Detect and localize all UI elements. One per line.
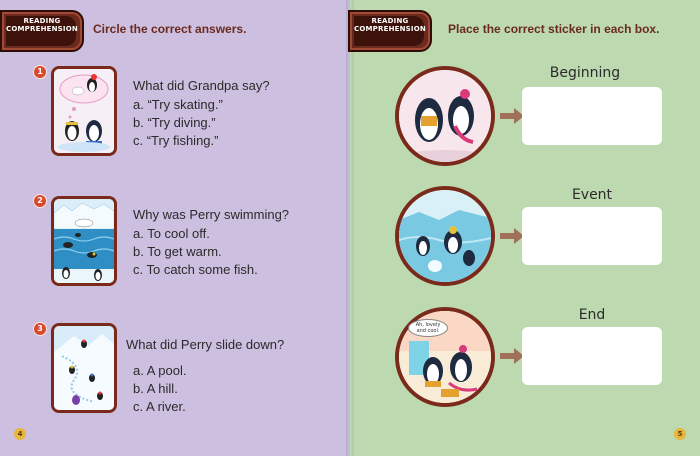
- badge-label: READING COMPREHENSION: [354, 17, 426, 33]
- question-number-1: 1: [33, 65, 47, 79]
- section-label-event: Event: [571, 187, 613, 203]
- page-number-right: 5: [674, 428, 686, 440]
- page-instruction: Place the correct sticker in each box.: [448, 22, 660, 36]
- answer-option-b[interactable]: b. “Try diving.”: [133, 115, 216, 130]
- sticker-box-event[interactable]: [522, 207, 662, 265]
- story-picture-3: [51, 323, 117, 413]
- page-instruction: Circle the correct answers.: [93, 22, 247, 36]
- answer-option-c[interactable]: c. To catch some fish.: [133, 262, 258, 277]
- penguin-sliding-illustration: [54, 326, 114, 410]
- question-text: Why was Perry swimming?: [133, 207, 290, 222]
- reading-comprehension-badge: [0, 10, 84, 52]
- question-block-1: [133, 77, 270, 150]
- question-text: What did Perry slide down?: [126, 337, 285, 352]
- penguin-grandpa-illustration: [54, 69, 114, 153]
- penguins-gift-illustration: [399, 70, 491, 162]
- question-block-2: [133, 206, 289, 279]
- answer-option-a[interactable]: a. To cool off.: [133, 226, 210, 241]
- speech-bubble: [408, 319, 448, 337]
- story-picture-1: [51, 66, 117, 156]
- sticker-box-end[interactable]: [522, 327, 662, 385]
- arrow-right-icon: [500, 228, 524, 244]
- answer-option-a[interactable]: a. “Try skating.”: [133, 97, 223, 112]
- penguins-ice-illustration: [399, 190, 491, 282]
- story-circle-beginning: [395, 66, 495, 166]
- story-circle-end: [395, 307, 495, 407]
- arrow-right-icon: [500, 108, 524, 124]
- answer-option-b[interactable]: b. To get warm.: [133, 244, 222, 259]
- reading-comprehension-badge: [348, 10, 432, 52]
- question-block-3: [126, 336, 284, 416]
- arrow-right-icon: [500, 348, 524, 364]
- section-label-end: End: [578, 307, 606, 323]
- question-number-3: 3: [33, 322, 47, 336]
- story-circle-event: [395, 186, 495, 286]
- badge-label: READING COMPREHENSION: [6, 17, 78, 33]
- right-page: [350, 0, 700, 456]
- penguin-swimming-illustration: [54, 199, 114, 283]
- story-picture-2: [51, 196, 117, 286]
- section-label-beginning: Beginning: [549, 65, 621, 81]
- answer-option-a[interactable]: a. A pool.: [133, 363, 187, 378]
- answer-option-b[interactable]: b. A hill.: [133, 381, 178, 396]
- answer-option-c[interactable]: c. A river.: [133, 399, 186, 414]
- question-text: What did Grandpa say?: [133, 78, 270, 93]
- answer-option-c[interactable]: c. “Try fishing.”: [133, 133, 219, 148]
- book-gutter: [346, 0, 354, 456]
- speech-bubble-text: Ah, lovely and cool.: [415, 322, 441, 334]
- page-number-left: 4: [14, 428, 26, 440]
- question-number-2: 2: [33, 194, 47, 208]
- sticker-box-beginning[interactable]: [522, 87, 662, 145]
